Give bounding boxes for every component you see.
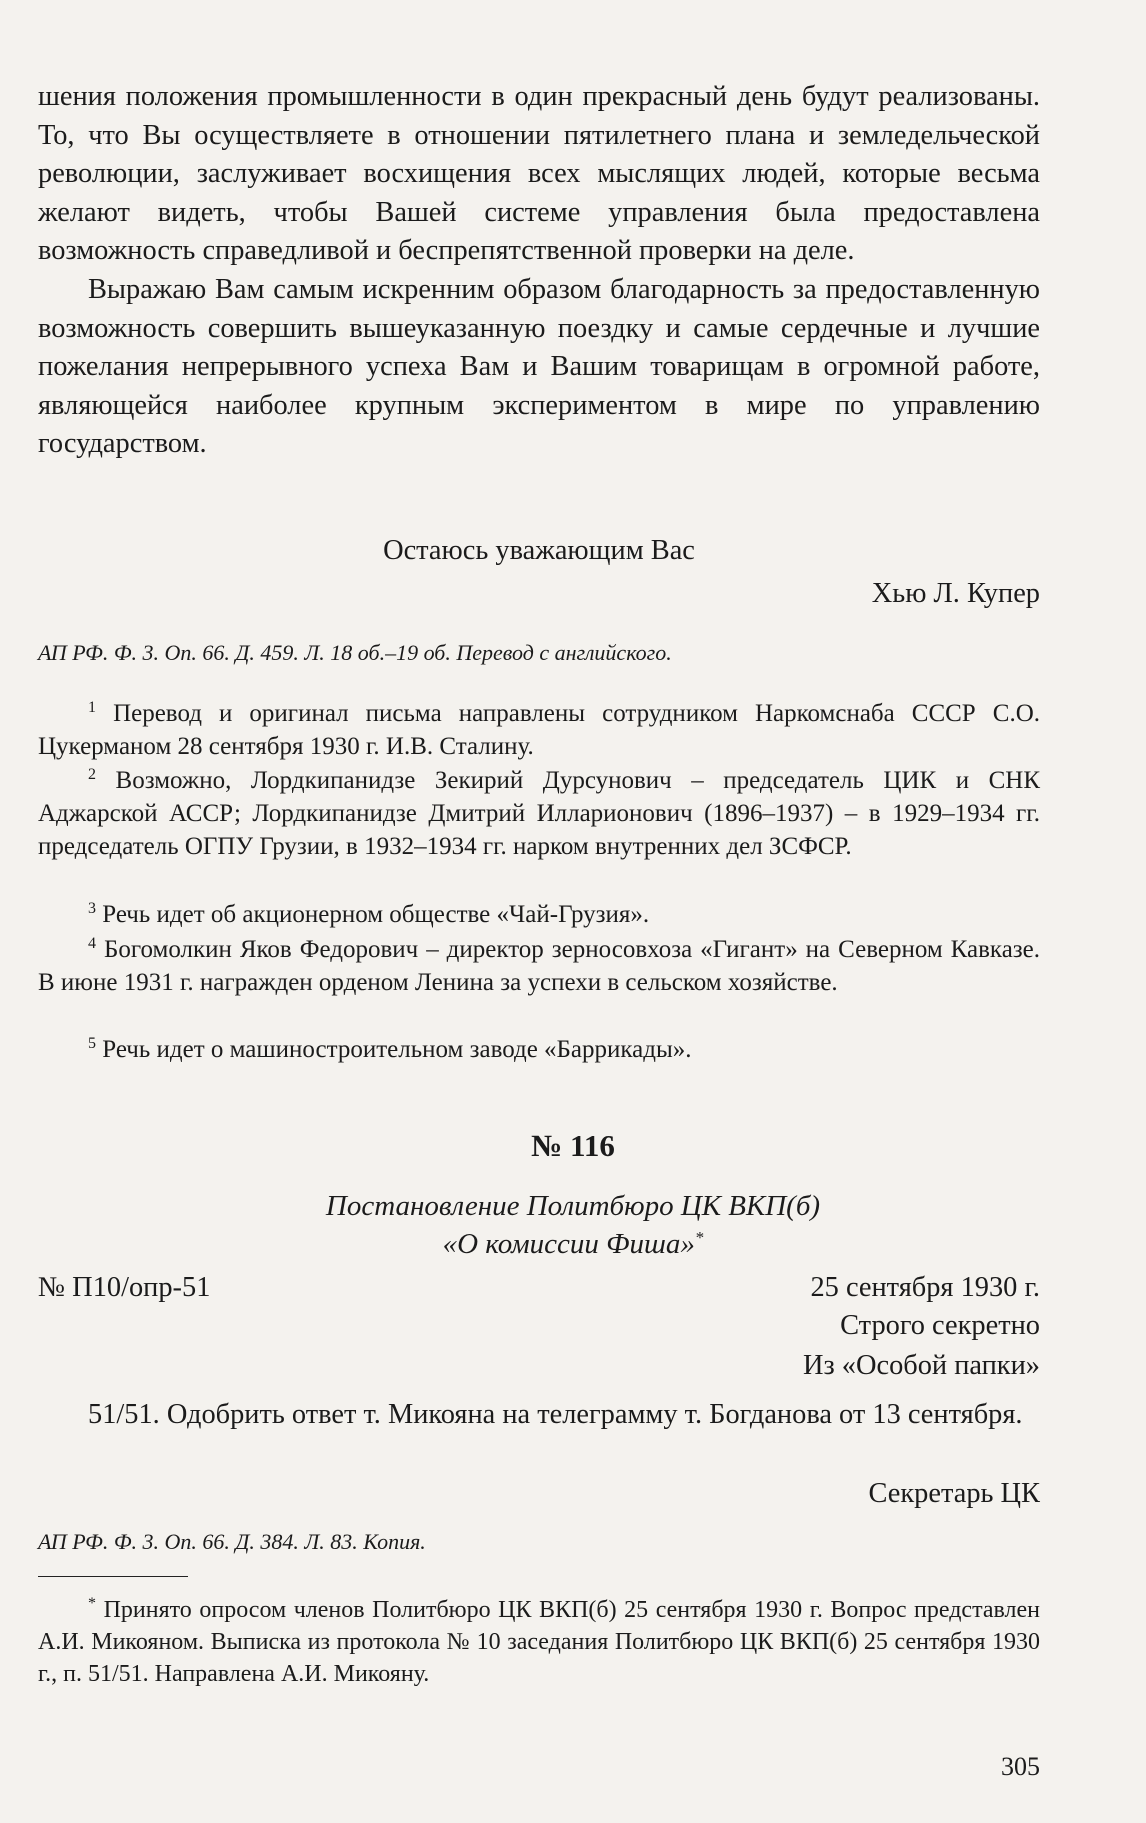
- footnote-1: [38, 697, 1040, 763]
- letter-signature: Хью Л. Купер: [871, 577, 1040, 609]
- document-title-text: «О комиссии Фиша»: [442, 1228, 695, 1260]
- special-folder-label: Из «Особой папки»: [802, 1350, 1040, 1381]
- footnote-4: [38, 933, 1040, 999]
- footnote-text: Перевод и оригинал письма направлены сотрудником Наркомснаба СССР С.О. Цукерманом 28 сентября 1930 г. И.В. Сталину.: [38, 700, 1040, 760]
- decision-text: 51/51. Одобрить ответ т. Микояна на телеграмму т. Богданова от 13 сентября.: [88, 1399, 1023, 1430]
- footnote-2: [38, 764, 1040, 863]
- letter-closing: Остаюсь уважающим Вас: [383, 535, 695, 566]
- document-number: № 116: [531, 1128, 615, 1163]
- footnote-mark: 3: [88, 900, 96, 917]
- footnote-divider: [38, 1576, 188, 1577]
- decision-block: [38, 1396, 1040, 1435]
- footnote-text: Речь идет о машиностроительном заводе «Баррикады».: [102, 1036, 692, 1063]
- footnote-mark: 1: [88, 699, 96, 716]
- footnote-text: Речь идет об акционерном обществе «Чай-Грузия».: [102, 901, 650, 928]
- footnote-5: [38, 1033, 1040, 1066]
- letter-paragraph-2: Выражаю Вам самым искренним образом благодарность за предоставленную возможность совершить вышеуказанную поездку и самые сердечные и лучшие пожелания непрерывного успеха Вам и Вашим товарищам в огромной работе, являющейся наиболее крупным экспериментом в мире по управлению государством.: [38, 273, 1040, 460]
- letter-closing-block: [38, 532, 1040, 613]
- letter-source-reference: АП РФ. Ф. 3. Оп. 66. Д. 459. Л. 18 об.–19 об. Перевод с английского.: [38, 640, 672, 665]
- footnote-text: Возможно, Лордкипанидзе Зекирий Дурсунович – председатель ЦИК и СНК Аджарской АССР; Лордкипанидзе Дмитрий Илларионович (1896–1937) – в 1929–1934 гг. председатель ОГПУ Грузии, в 1932–1934 гг. нарком внутренних дел ЗСФСР.: [38, 767, 1040, 860]
- letter-body: [38, 78, 1040, 464]
- footnote-mark: 2: [88, 766, 96, 783]
- document-source-reference: АП РФ. Ф. 3. Оп. 66. Д. 384. Л. 83. Копия.: [38, 1529, 426, 1554]
- footnote-3: [38, 898, 1040, 931]
- footnote-text: Богомолкин Яков Федорович – директор зерносовхоза «Гигант» на Северном Кавказе. В июне 1931 г. награжден орденом Ленина за успехи в сельском хозяйстве.: [38, 936, 1041, 996]
- footnote-mark: 4: [88, 935, 96, 952]
- protocol-row: [38, 1272, 1040, 1304]
- secrecy-stamp: Строго секретно: [840, 1310, 1040, 1341]
- document-title-note-mark: *: [694, 1228, 704, 1247]
- footnote-mark: *: [88, 1595, 96, 1612]
- page-number: 305: [1001, 1752, 1040, 1781]
- document-title-line-2: [0, 1226, 1146, 1262]
- footnote-text: Принято опросом членов Политбюро ЦК ВКП(б) 25 сентября 1930 г. Вопрос представлен А.И. Микояном. Выписка из протокола № 10 заседания Политбюро ЦК ВКП(б) 25 сентября 1930 г., п. 51/51. Направлена А.И. Микояну.: [38, 1597, 1041, 1687]
- footnote-mark: 5: [88, 1035, 96, 1052]
- letter-paragraph-1: шения положения промышленности в один прекрасный день будут реализованы. То, что Вы осуществляете в отношении пятилетнего плана и земледельческой революции, заслуживает восхищения всех мыслящих людей, которые весьма желают видеть, чтобы Вашей системе управления была предоставлена возможность справедливой и беспрепятственной проверки на деле.: [38, 81, 1040, 267]
- document-title-line-1: Постановление Политбюро ЦК ВКП(б): [325, 1190, 821, 1222]
- protocol-number: № П10/опр-51: [38, 1272, 211, 1303]
- document-footnote: [38, 1594, 1040, 1690]
- document-signature: Секретарь ЦК: [868, 1478, 1040, 1509]
- document-date: 25 сентября 1930 г.: [810, 1272, 1040, 1303]
